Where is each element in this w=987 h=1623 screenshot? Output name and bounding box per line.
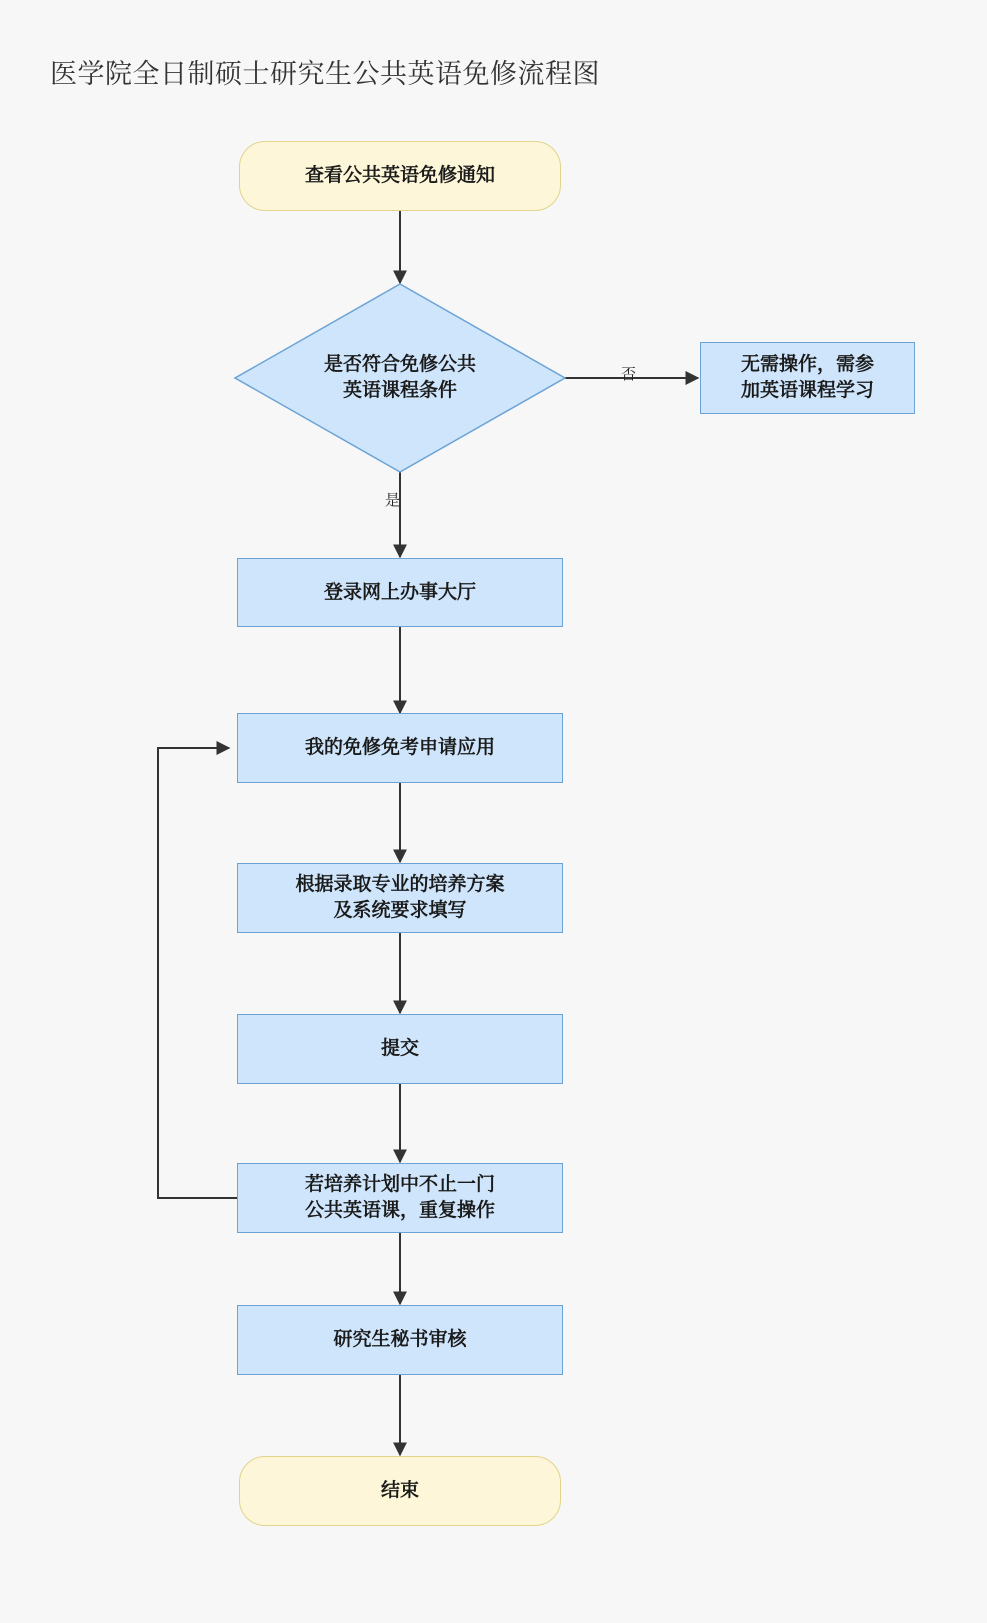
node-repeat[interactable] [237,1163,563,1233]
node-no-action[interactable] [700,342,915,414]
node-repeat-label-line2: 公共英语课，重复操作 [304,1200,495,1221]
node-end[interactable] [239,1456,561,1526]
node-submit-label: 提交 [380,1038,419,1060]
page-title: 医学院全日制硕士研究生公共英语免修流程图 [50,59,600,89]
edge-repeat-app-loop [158,748,237,1198]
node-review-label: 研究生秘书审核 [333,1329,467,1351]
node-start-label: 查看公共英语免修通知 [304,165,495,187]
node-app-label: 我的免修免考申请应用 [304,737,495,759]
node-review[interactable] [237,1305,563,1375]
edge-label-yes: 是 [385,492,401,509]
node-no-action-label-line1: 无需操作，需参 [740,354,874,376]
node-no-action-label-line2: 加英语课程学习 [740,380,874,401]
node-repeat-label-line1: 若培养计划中不止一门 [304,1174,495,1196]
node-start[interactable] [239,141,561,211]
node-login-label: 登录网上办事大厅 [323,581,476,603]
edge-label-no: 否 [621,366,637,383]
node-submit[interactable] [237,1014,563,1084]
node-app[interactable] [237,713,563,783]
node-decision[interactable] [235,284,565,472]
node-fill-label-line1: 根据录取专业的培养方案 [295,874,505,896]
node-fill-label-line2: 及系统要求填写 [333,900,467,921]
node-end-label: 结束 [380,1480,419,1502]
node-decision-label-line2: 英语课程条件 [342,380,457,401]
node-login[interactable] [237,558,563,627]
node-fill[interactable] [237,863,563,933]
node-decision-label-line1: 是否符合免修公共 [323,354,476,376]
